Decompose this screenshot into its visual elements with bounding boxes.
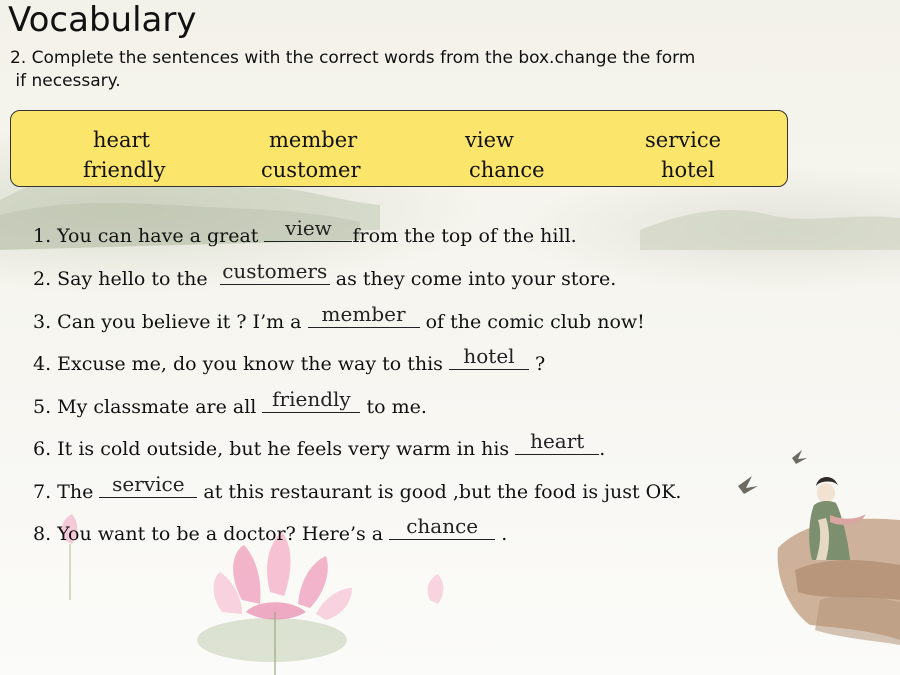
- sentence-1-text: 1. You can have a great: [33, 225, 265, 247]
- sentence-8: [33, 514, 508, 546]
- word-service: service: [645, 128, 722, 152]
- word-customer: customer: [261, 158, 361, 182]
- sentence-8-blank: [389, 514, 495, 540]
- sentence-4-text-end: ?: [528, 353, 546, 375]
- word-bank-box: [10, 110, 788, 187]
- sentence-3-text: 3. Can you believe it ? I’m a: [33, 311, 308, 333]
- word-member: member: [269, 128, 358, 152]
- sentence-7-answer: service: [112, 472, 185, 496]
- word-heart: heart: [93, 128, 150, 152]
- sentence-1-text-end: from the top of the hill.: [352, 225, 577, 247]
- sentence-4-text: 4. Excuse me, do you know the way to this: [33, 353, 449, 375]
- sentence-2-answer: customers: [222, 259, 328, 283]
- sentence-1-answer: view: [285, 216, 332, 240]
- sentence-6: [33, 429, 606, 461]
- sentence-4-answer: hotel: [463, 344, 515, 368]
- exercise-instruction: [10, 47, 810, 93]
- sentence-2-blank: [220, 259, 330, 285]
- sentence-3: [33, 302, 645, 334]
- word-hotel: hotel: [661, 158, 715, 182]
- sentence-4: [33, 344, 546, 376]
- sentence-5-blank: [262, 387, 360, 413]
- sentence-7-text-end: at this restaurant is good ,but the food is just OK.: [197, 481, 682, 503]
- sentence-3-blank: [308, 302, 420, 328]
- slide-title: Vocabulary: [8, 0, 197, 40]
- sentence-3-text-end: of the comic club now!: [419, 311, 645, 333]
- word-view: view: [465, 128, 514, 152]
- instruction-line-1: 2. Complete the sentences with the correct words from the box.change the form: [10, 48, 696, 68]
- sentence-6-text-end: .: [599, 438, 606, 460]
- swallow-birds-image: [738, 450, 807, 494]
- sentence-6-answer: heart: [530, 429, 585, 453]
- sentence-7: [33, 472, 682, 504]
- sentence-4-blank: [449, 344, 529, 370]
- sentence-8-text-end: .: [495, 523, 508, 545]
- sentence-6-text: 6. It is cold outside, but he feels very warm in his: [33, 438, 516, 460]
- sentence-5-answer: friendly: [272, 387, 351, 411]
- sentence-1: [33, 216, 577, 248]
- sentence-7-blank: [99, 472, 197, 498]
- sentence-5: [33, 387, 427, 419]
- sentence-6-blank: [515, 429, 599, 455]
- sentence-8-answer: chance: [406, 514, 479, 538]
- sentence-8-text: 8. You want to be a doctor? Here’s a: [33, 523, 390, 545]
- sentence-7-text: 7. The: [33, 481, 100, 503]
- sentence-2-text: 2. Say hello to the: [33, 268, 220, 290]
- instruction-line-2: if necessary.: [10, 71, 121, 91]
- sentence-5-text: 5. My classmate are all: [33, 396, 263, 418]
- sentence-2-text-end: as they come into your store.: [329, 268, 617, 290]
- sentence-5-text-end: to me.: [360, 396, 427, 418]
- word-friendly: friendly: [83, 158, 166, 182]
- sentence-1-blank: [264, 216, 352, 242]
- sentence-2: [33, 259, 617, 291]
- word-chance: chance: [469, 158, 545, 182]
- sentence-3-answer: member: [321, 302, 406, 326]
